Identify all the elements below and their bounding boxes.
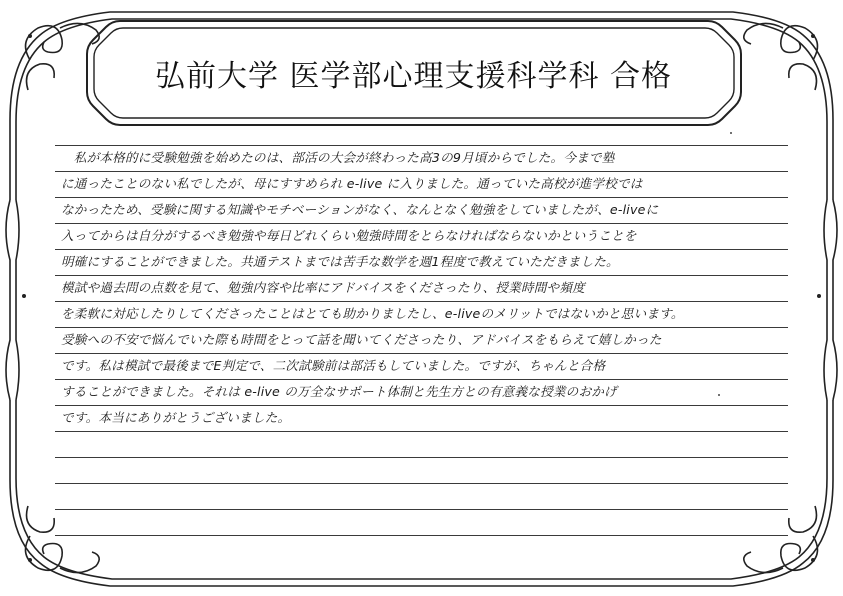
essay-line — [61, 457, 786, 483]
essay-line: 模試や過去問の点数を見て、勉強内容や比率にアドバイスをくださったり、授業時間や頻度 — [61, 280, 585, 295]
essay-line: です。本当にありがとうございました。 — [61, 410, 291, 425]
essay-line: 私が本格的に受験勉強を始めたのは、部活の大会が終わった高3の9月頃からでした。今まで塾 — [61, 150, 615, 165]
title-banner — [86, 21, 741, 125]
essay-line: です。私は模試で最後までE判定で、二次試験前は部活もしていました。ですが、ちゃんと合格 — [61, 358, 606, 373]
essay-line: 明確にすることができました。共通テストまでは苦手な数学を週1程度で教えていただきました。 — [61, 254, 619, 269]
essay-line: なかったため、受験に関する知識やモチベーションがなく、なんとなく勉強をしていましたが、e-liveに — [61, 202, 659, 217]
essay-line: 受験への不安で悩んでいた際も時間をとって話を聞いてくださったり、アドバイスをもらえて嬉しかった — [61, 332, 662, 347]
essay-line — [61, 509, 786, 535]
essay-line — [61, 483, 786, 509]
essay-ruled-sheet — [55, 145, 788, 535]
essay-line — [61, 431, 786, 457]
ruled-line — [55, 535, 788, 536]
ink-dot — [718, 394, 720, 396]
essay-line: 入ってからは自分がするべき勉強や毎日どれくらい勉強時間をとらなければならないかということを — [61, 228, 637, 243]
essay-line: を柔軟に対応したりしてくださったことはとても助かりましたし、e-liveのメリットではないかと思います。 — [61, 306, 684, 321]
page-title: 弘前大学 医学部心理支援科学科 合格 — [154, 59, 673, 94]
ink-dot — [730, 132, 732, 134]
essay-line: することができました。それは e-live の万全なサポート体制と先生方との有意義な授業のおかげ — [61, 384, 617, 399]
essay-line: に通ったことのない私でしたが、母にすすめられ e-live に入りました。通っていた高校が進学校では — [61, 176, 643, 191]
